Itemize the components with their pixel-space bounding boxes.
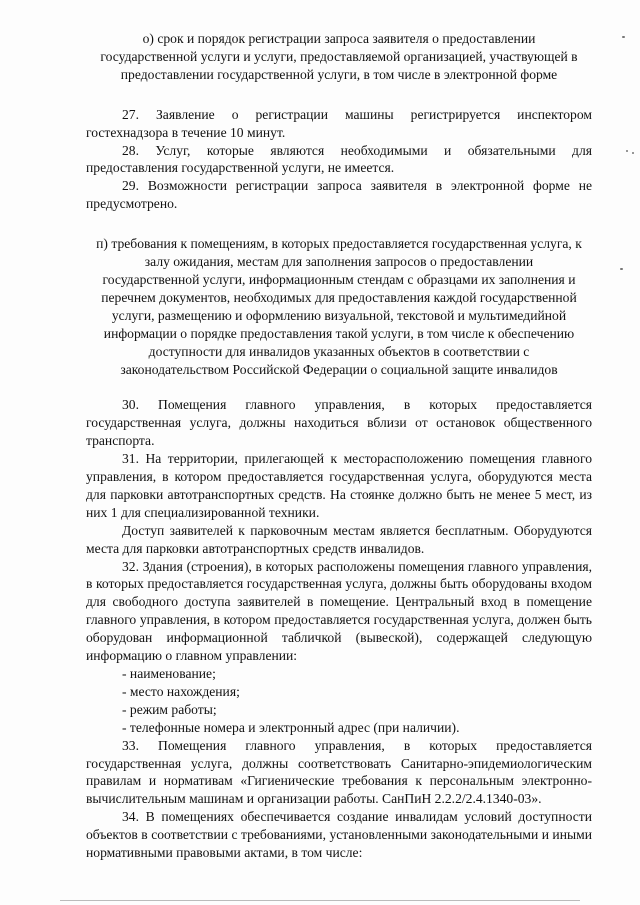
- scan-artifact: [626, 150, 628, 152]
- paragraph-29: 29. Возможности регистрации запроса заявителя в электронной форме не предусмотрено.: [86, 178, 592, 212]
- list-item: - телефонные номера и электронный адрес (при наличии).: [122, 719, 460, 735]
- paragraph-27: 27. Заявление о регистрации машины регистрируется инспектором гостехнадзора в течение 10 минут.: [86, 106, 592, 140]
- paragraph-32: 32. Здания (строения), в которых расположены помещения главного управления, в которых предоставляется государственная услуга, должны быть оборудованы входом для свободного доступа заявителей в помещение. Центральный вход в помещение главного управления, в котором предоставляется государственная услуга, должен быть оборудован информационной табличкой (вывеской), содержащей следующую информацию о главном управлении:: [86, 558, 592, 664]
- scan-artifact: [620, 268, 623, 270]
- scan-artifact: [622, 36, 625, 38]
- section-heading-p: п) требования к помещениям, в которых предоставляется государственная услуга, к залу ожидания, местам для заполнения запросов о предоставлении государственной услуги, информационным стендам с образцами их заполнения и перечнем документов, необходимых для предоставления каждой государственной услуги, размещению и оформлению визуальной, текстовой и мультимедийной информации о порядке предоставления такой услуги, в том числе к обеспечению доступности для инвалидов указанных объектов в соответствии с законодательством Российской Федерации о социальной защите инвалидов: [96, 236, 582, 377]
- paragraph-34: 34. В помещениях обеспечивается создание инвалидам условий доступности объектов в соответствии с требованиями, установленными законодательными и иными нормативными правовыми актами, в том числе:: [86, 809, 592, 861]
- paragraph-31-continued: Доступ заявителей к парковочным местам является бесплатным. Оборудуются места для парковки автотранспортных средств инвалидов.: [86, 522, 592, 556]
- list-item: - место нахождения;: [122, 683, 240, 699]
- scan-artifact: [632, 152, 634, 154]
- section-heading-o: о) срок и порядок регистрации запроса заявителя о предоставлении государственной услуги и услуги, предоставляемой организацией, участвующей в предоставлении государственной услуги, в том числе в электронной форме: [100, 31, 578, 82]
- list-item: - режим работы;: [122, 701, 217, 717]
- paragraph-28: 28. Услуг, которые являются необходимыми и обязательными для предоставления государственной услуги, не имеется.: [86, 142, 592, 176]
- scan-artifact: [60, 900, 580, 901]
- paragraph-30: 30. Помещения главного управления, в которых предоставляется государственная услуга, должны находиться вблизи от остановок общественного транспорта.: [86, 397, 592, 449]
- paragraph-31: 31. На территории, прилегающей к месторасположению помещения главного управления, в котором предоставляется государственная услуга, оборудуются места для парковки автотранспортных средств. На стоянке должно быть не менее 5 мест, из них 1 для специализированной техники.: [86, 451, 592, 520]
- document-body: [86, 30, 592, 862]
- list-item: - наименование;: [122, 666, 216, 681]
- paragraph-33: 33. Помещения главного управления, в которых предоставляется государственная услуга, должны соответствовать Санитарно-эпидемиологическим правилам и нормативам «Гигиенические требования к персональным электронно-вычислительным машинам и организации работы. СанПиН 2.2.2/2.4.1340-03».: [86, 737, 592, 807]
